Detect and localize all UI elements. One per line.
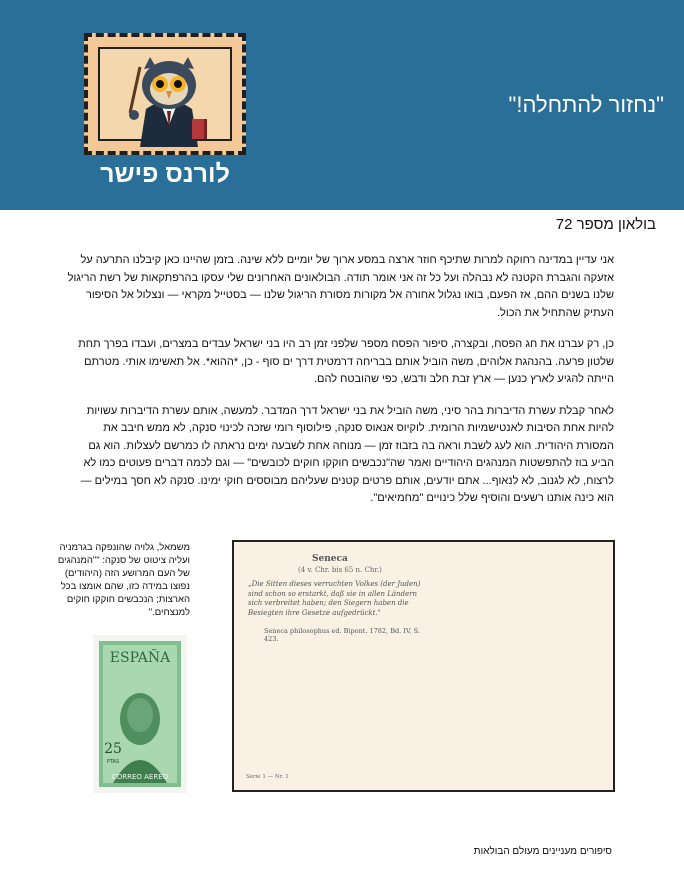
article-paragraph: לאחר קבלת עשרת הדיברות בהר סיני, משה הוביל את בני ישראל דרך המדבר. למעשה, אותם עשרת הדיברות עשויות להיות אחת הסיבות לאנטישמיות הרומית. לוקיוס אנאוס סנקה, פילוסוף רומי שזכה לכינוי סנקה, לא ממש חיבב את המסורת היהודית. הוא לעג לשבת וראה בה בזבוז זמן — מנוחה אחת לשבעה ימים נראתה לו כמרשם לעצלות. הוא גם הביע בוז להתפשטות המנהגים היהודיים ואמר שה"נכבשים חוקקו חוקים לכובשים" — וגם לכמה דברים פעוטים כמו לא לרצוח, לא לגנוב, לא לנאוף... אתם יודעים, אותם פרטים קטנים שעליהם מבוססים חוקי ימינו. סנקה לא חסך במילים — הוא כינה אותנו רשעים והוסיף שלל כינויים "מחמיאים". [80, 404, 614, 504]
owl-stamp-logo [84, 33, 246, 155]
stamp-country: ESPAÑA [109, 650, 171, 666]
bulletin-number: בולאון מספר 72 [555, 216, 656, 233]
postcard-series: Serie 1 — Nr. 1 [246, 774, 289, 780]
page-title: "נחזור להתחלה!" [508, 92, 664, 117]
header-banner [0, 0, 684, 210]
article-body [66, 252, 614, 522]
image-caption: משמאל, גלויה שהונפקה בגרמניה ועליה ציטוט של סנקה: ""המנהגים של העם המרושע הזה (היהודים) נפוצו במידה כזו, שהם אומצו בכל הארצות; הנכבשים חוקקו חוקים למנצחים." [57, 542, 190, 618]
owl-teacher-icon [100, 49, 238, 147]
page-footer: סיפורים מעניינים מעולם הבולאות [473, 846, 612, 857]
stamp-value: 25 [104, 741, 122, 757]
postcard-source: Seneca philosophus ed. Bipont. 1782, Bd. IV, S. 423. [264, 627, 420, 643]
stamp-unit: PTAS [106, 759, 120, 765]
postcard-title: Seneca [312, 554, 348, 564]
article-paragraph: כן, רק עברנו את חג הפסח, ובקצרה, סיפור הפסח מספר שלפני זמן רב היו בני ישראל עבדים במצרים, ועבדו בפרך תחת שלטון פרעה. בהנהגת אלוהים, משה הוביל אותם בבריחה דרמטית דרך ים סוף - כן, *ההוא*. אל תאשימו אותי. מטרתם הייתה להגיע לארץ כנען — ארץ זבת חלב ודבש, כפי שהובטח להם. [78, 338, 614, 385]
article-paragraph: אני עדיין במדינה רחוקה למרות שתיכף חוזר ארצה במסע ארוך של יומיים ללא שינה. בזמן שהיינו כאן קיבלנו התרעה על אזעקה והגברת הקטנה לא נבהלה ועל כל זה אני אומר תודה. הבולאונים האחרונים שלי עסקו בהרפתקאות של רשת הריגול שלנו בשנים ההם, אז הפעם, בואו נגלול אחורה אל מקורות מסורת הריגול שלנו — בסטייל מקראי — ונצלול אל הסיפור העתיק שהתחיל את הכול. [67, 254, 614, 319]
stamp-service: CORREO AEREO [111, 773, 169, 781]
postcard-quote: „Die Sitten dieses verruchten Volkes (der Juden) sind schon so erstarkt, daß sie in allen Ländern sich verbreitet haben; den Siegern haben die Besiegten ihre Gesetze aufgedrückt." [248, 580, 421, 617]
logo-frame [98, 47, 232, 141]
seneca-postcard [232, 540, 615, 792]
postcard-subtitle: (4 v. Chr. bis 65 n. Chr.) [298, 566, 382, 574]
seneca-stamp-image [93, 635, 187, 793]
author-name: לורנס פישר [100, 160, 230, 188]
